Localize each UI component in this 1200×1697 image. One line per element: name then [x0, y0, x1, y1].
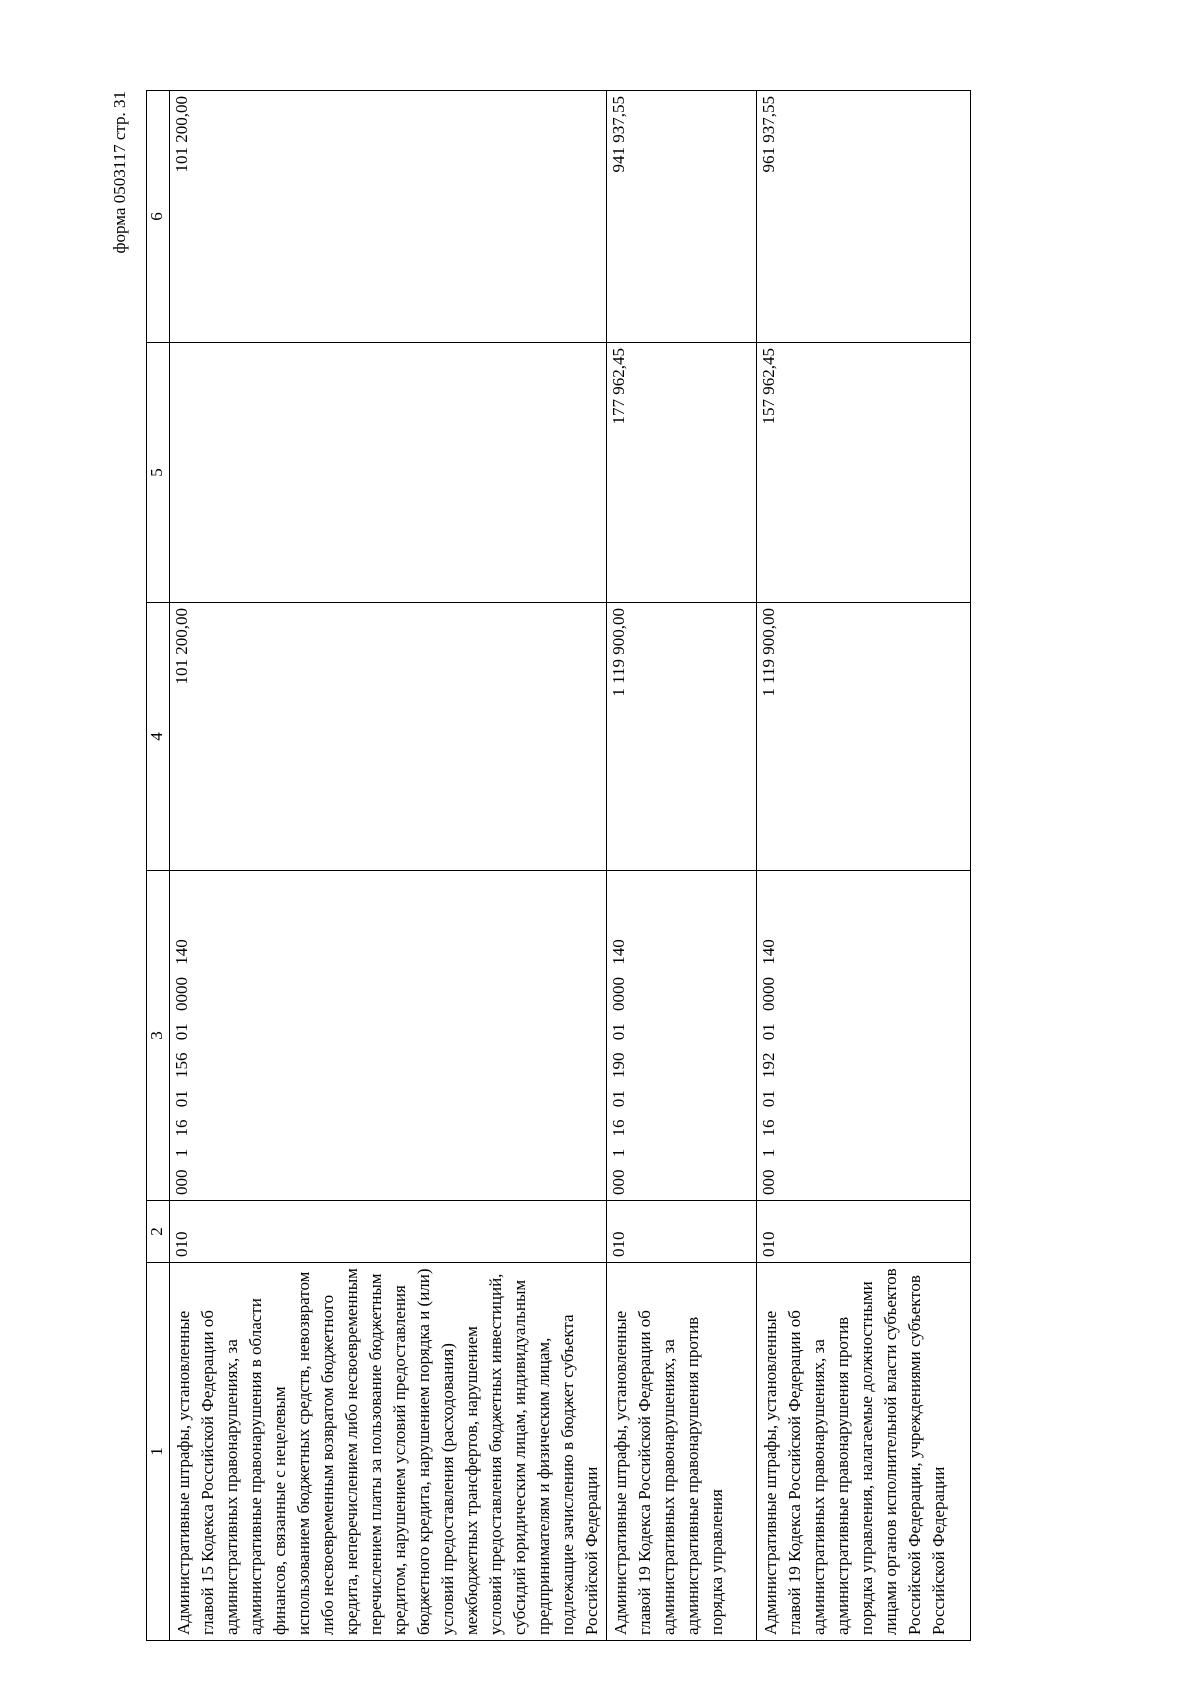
header-row — [147, 91, 170, 1641]
row-line-code: 010 — [170, 1201, 607, 1263]
row-approved: 1 119 900,00 — [757, 603, 971, 871]
header-col-2: 2 — [147, 1201, 170, 1263]
row-executed: 157 962,45 — [757, 343, 971, 603]
row-line-code: 010 — [757, 1201, 971, 1263]
row-approved: 1 119 900,00 — [607, 603, 757, 871]
income-table — [146, 90, 971, 1641]
header-col-4: 4 — [147, 603, 170, 871]
table-row — [170, 91, 607, 1641]
table-row — [607, 91, 757, 1641]
row-name: Административные штрафы, установленные главой 15 Кодекса Российской Федерации об административных правонарушениях, за административные правонарушения в области финансов, связанные с нецелевым использованием бюджетных средств, невозвратом либо несвоевременным возвратом бюджетного кредита, неперечислением либо несвоевременным перечислением платы за пользование бюджетным кредитом, нарушением условий предоставления бюджетного кредита, нарушением порядка и (или) условий предоставления (расходования) межбюджетных трансфертов, нарушением условий предоставления бюджетных инвестиций, субсидий юридическим лицам, индивидуальным предпринимателям и физическим лицам, подлежащие зачислению в бюджет субъекта Российской Федерации — [170, 1263, 607, 1641]
row-approved: 101 200,00 — [170, 603, 607, 871]
row-name: Административные штрафы, установленные главой 19 Кодекса Российской Федерации об административных правонарушениях, за административные правонарушения против порядка управления, налагаемые должностными лицами органов исполнительной власти субъектов Российской Федерации, учреждениями субъектов Российской Федерации — [757, 1263, 971, 1641]
row-executed — [170, 343, 607, 603]
rotated-page — [110, 91, 948, 1641]
row-line-code: 010 — [607, 1201, 757, 1263]
row-kbk: 000 1 16 01 190 01 0000 140 — [607, 871, 757, 1201]
table-row — [757, 91, 971, 1641]
row-executed: 177 962,45 — [607, 343, 757, 603]
row-unexecuted: 961 937,55 — [757, 91, 971, 343]
row-unexecuted: 101 200,00 — [170, 91, 607, 343]
row-kbk: 000 1 16 01 156 01 0000 140 — [170, 871, 607, 1201]
header-col-6: 6 — [147, 91, 170, 343]
row-kbk: 000 1 16 01 192 01 0000 140 — [757, 871, 971, 1201]
row-unexecuted: 941 937,55 — [607, 91, 757, 343]
page-reference: форма 0503117 стр. 31 — [110, 91, 129, 254]
header-col-5: 5 — [147, 343, 170, 603]
row-name: Административные штрафы, установленные главой 19 Кодекса Российской Федерации об административных правонарушениях, за административные правонарушения против порядка управления — [607, 1263, 757, 1641]
header-col-1: 1 — [147, 1263, 170, 1641]
header-col-3: 3 — [147, 871, 170, 1201]
